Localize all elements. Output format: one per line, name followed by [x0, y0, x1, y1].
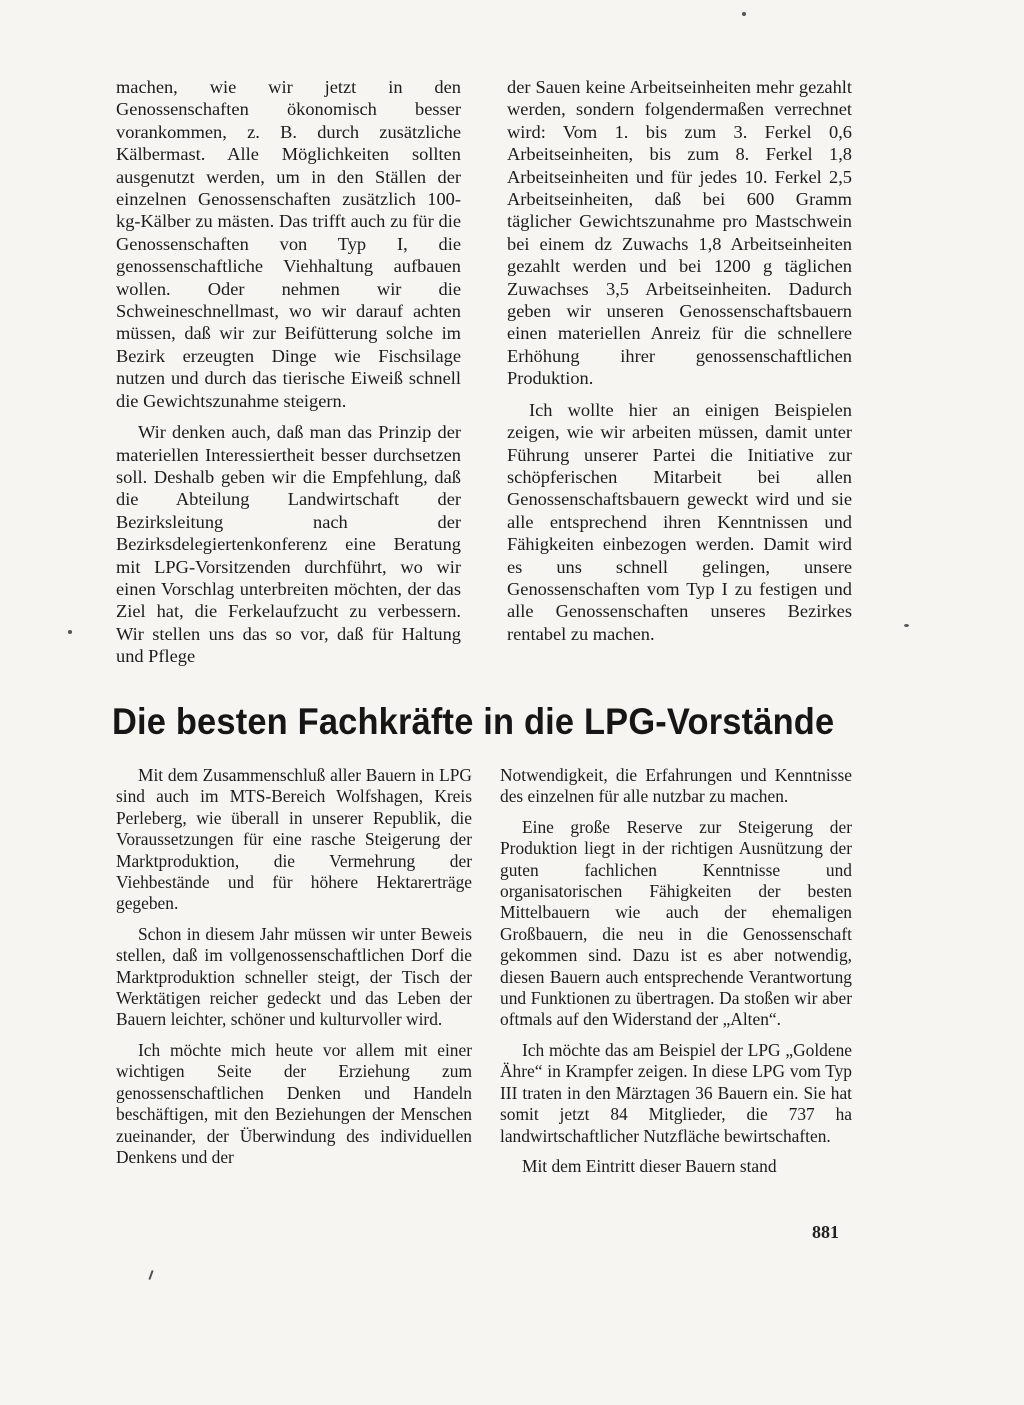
scan-speck [148, 1270, 153, 1280]
scan-speck [742, 12, 746, 16]
paragraph: Notwendigkeit, die Erfahrungen und Kenntnisse des einzelnen für alle nutzbar zu machen. [500, 765, 852, 807]
paragraph: der Sauen keine Arbeitseinheiten mehr gezahlt werden, sondern folgendermaßen verrechnet wird: Vom 1. bis zum 3. Ferkel 0,6 Arbeitseinheiten, bis zum 8. Ferkel 1,8 Arbeitseinheiten und für jedes 10. Ferkel 2,5 Arbeitseinheiten, daß bei 600 Gramm täglicher Gewichtszunahme pro Mastschwein bei einem dz Zuwachs 1,8 Arbeitseinheiten gezahlt werden und bei 1200 g täglichen Zuwachses 3,5 Arbeitseinheiten. Dadurch geben wir unseren Genossenschaftsbauern einen materiellen Anreiz für die schnellere Erhöhung ihrer genossenschaftlichen Produktion. [507, 77, 852, 389]
paragraph: Schon in diesem Jahr müssen wir unter Beweis stellen, daß im vollgenossenschaftlichen Dorf die Marktproduktion schneller steigt, der Tisch der Werktätigen reicher gedeckt und das Leben der Bauern leichter, schöner und kulturvoller wird. [116, 923, 472, 1030]
article-headline: Die besten Fachkräfte in die LPG-Vorstände [112, 701, 835, 742]
paragraph: Ich wollte hier an einigen Beispielen zeigen, wie wir arbeiten müssen, damit unter Führung unserer Partei die Initiative zur schöpferischen Mitarbeit bei allen Genossenschaftsbauern geweckt wird und sie alle entsprechend ihren Kenntnissen und Fähigkeiten einbezogen werden. Damit wird es uns schnell gelingen, unsere Genossenschaften vom Typ I zu festigen und alle Genossenschaften unseres Bezirkes rentabel zu machen. [507, 399, 852, 644]
page-number: 881 [812, 1222, 839, 1242]
upper-right-column [507, 76, 852, 645]
lower-left-column [116, 765, 472, 1168]
upper-left-column [116, 76, 461, 668]
paragraph: Ich möchte mich heute vor allem mit einer wichtigen Seite der Erziehung zum genossenschaftlichen Denken und Handeln beschäftigen, mit den Beziehungen der Menschen zueinander, der Überwindung des individuellen Denkens und der [116, 1039, 472, 1167]
scan-speck [904, 624, 909, 627]
paragraph: Ich möchte das am Beispiel der LPG „Goldene Ähre“ in Krampfer zeigen. In diese LPG vom Typ III traten in den Märztagen 36 Bauern ein. Sie hat somit jetzt 84 Mitglieder, die 737 ha landwirtschaftlicher Nutzfläche bewirtschaften. [500, 1039, 852, 1146]
scan-speck [68, 630, 72, 634]
paragraph: Mit dem Eintritt dieser Bauern stand [522, 1155, 777, 1176]
lower-right-column [500, 765, 852, 1177]
paragraph: Wir denken auch, daß man das Prinzip der materiellen Interessiertheit besser durchsetzen soll. Deshalb geben wir die Empfehlung, daß die Abteilung Landwirtschaft der Bezirksleitung nach der Bezirksdelegiertenkonferenz eine Beratung mit LPG-Vorsitzenden durchführt, wo wir einen Vorschlag unterbreiten möchten, der das Ziel hat, die Ferkelaufzucht zu verbessern. Wir stellen uns das so vor, daß für Haltung und Pflege [116, 422, 461, 667]
paragraph: machen, wie wir jetzt in den Genossenschaften ökonomisch besser vorankommen, z. B. durch zusätzliche Kälbermast. Alle Möglichkeiten sollten ausgenutzt werden, um in den Ställen der einzelnen Genossenschaften zusätzlich 100-kg-Kälber zu mästen. Das trifft auch zu für die Genossenschaften von Typ I, die genossenschaftliche Viehhaltung aufbauen wollen. Oder nehmen wir die Schweineschnellmast, wo wir darauf achten müssen, daß wir zur Beifütterung solche im Bezirk erzeugten Dinge wie Fischsilage nutzen und durch das tierische Eiweiß schnell die Gewichtszunahme steigern. [116, 77, 461, 411]
paragraph: Mit dem Zusammenschluß aller Bauern in LPG sind auch im MTS-Bereich Wolfshagen, Kreis Perleberg, wie überall in unserer Republik, die Voraussetzungen für eine rasche Steigerung der Marktproduktion, die Vermehrung der Viehbestände und für höhere Hektarerträge gegeben. [116, 765, 472, 914]
paragraph: Eine große Reserve zur Steigerung der Produktion liegt in der richtigen Ausnützung der guten fachlichen Kenntnisse und organisatorischen Fähigkeiten der besten Mittelbauern wie auch der ehemaligen Großbauern, die neu in die Genossenschaft gekommen sind. Dazu ist es aber notwendig, diesen Bauern auch entsprechende Verantwortung und Funktionen zu übertragen. Da stoßen wir aber oftmals auf den Widerstand der „Alten“. [500, 816, 852, 1030]
